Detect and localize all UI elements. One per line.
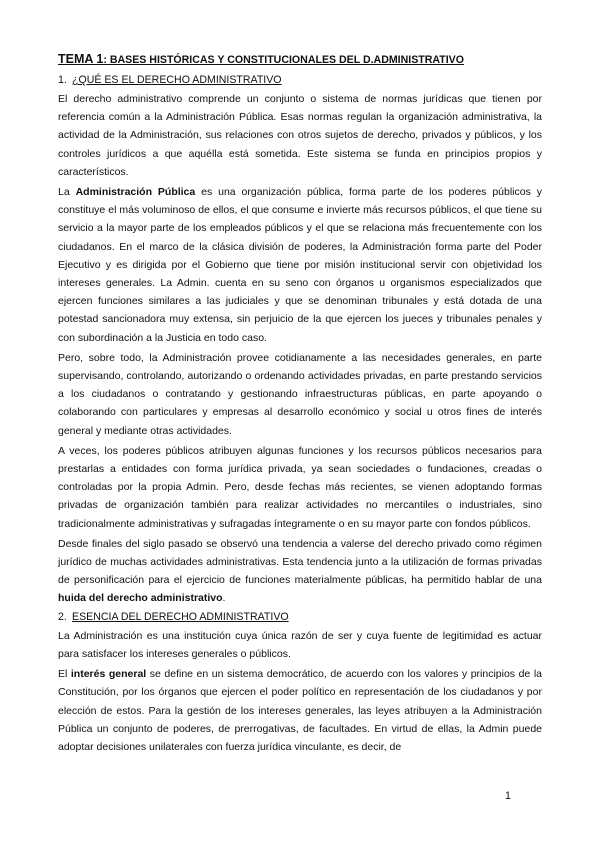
text-run: La Administración es una institución cuya única razón de ser y cuya fuente de legitimidad es actuar para satisfacer los intereses generales o públicos. <box>58 629 542 660</box>
section-title: ¿QUÉ ES EL DERECHO ADMINISTRATIVO <box>72 74 282 86</box>
title-tema: TEMA 1 <box>58 52 104 66</box>
section-paragraphs <box>58 627 542 756</box>
section-2 <box>58 610 542 756</box>
text-run: El <box>58 668 71 681</box>
text-run: Pero, sobre todo, la Administración provee cotidianamente a las necesidades generales, en parte supervisando, controlando, autorizando o ordenando actividades privadas, en parte prestando servicios a los ciudadanos o contratando y gestionando infraestructuras públicas, en parte apoyando o colaborando con particulares y empresas al desarrollo económico y social u otros fines de interés general y mediante otras actividades. <box>58 351 542 437</box>
text-run: Desde finales del siglo pasado se observó una tendencia a valerse del derecho privado como régimen jurídico de muchas actividades administrativas. Esta tendencia junto a la utilización de formas privadas de personificación para el ejercicio de funciones materialmente públicas, ha permitido hablar de una <box>58 537 542 587</box>
text-run: es una organización pública, forma parte de los poderes públicos y constituye el más voluminoso de ellos, el que consume e invierte más recursos públicos, el que tiene su servicio a la mayor parte de los empleados públicos y el que se relaciona más frecuentemente con los ciudadanos. En el marco de la clásica división de poderes, la Administración forma parte del Poder Ejecutivo y es dirigida por el Gobierno que tiene por misión institucional servir con objetividad los intereses generales. La Admin. cuenta en su seno con órganos u organismos especializados que ejercen funciones similares a las judiciales y que se denominan tribunales y está dotada de una potestad sancionadora muy extensa, sin perjuicio de la que ejercen los jueces y tribunales penales y con subordinación a la Justicia en todo caso. <box>58 186 542 344</box>
bold-term: interés general <box>70 668 147 681</box>
text-run: A veces, los poderes públicos atribuyen algunas funciones y los recursos públicos necesarios para prestarlas a entidades con forma jurídica privada, ya sean sociedades o fundaciones, creadas o controladas por la propia Admin. Pero, desde fechas más recientes, se vienen adoptando formas privadas de organización también para realizar actividades no mercantiles o industriales, sino tradicionalmente administrativas y sufragadas íntegramente o en su mayor parte con fondos públicos. <box>58 444 542 530</box>
paragraph <box>58 535 542 608</box>
section-number: 2. <box>58 610 67 623</box>
text-run: . <box>222 592 226 605</box>
text-run: El derecho administrativo comprende un conjunto o sistema de normas jurídicas que tienen por referencia común a la Administración Pública. Esas normas regulan la organización administrativa, la actividad de la Administración, sus relaciones con otros sujetos de derecho, privados y públicos, y los controles jurídicos a que aquélla está sometida. Este sistema se funda en principios propios y característicos. <box>58 93 542 178</box>
page-number: 1 <box>505 790 511 802</box>
text-run: La <box>58 186 76 199</box>
paragraph <box>58 627 542 663</box>
section-number: 1. <box>58 74 67 86</box>
section-heading <box>58 73 542 87</box>
section-heading <box>58 610 542 624</box>
section-title: ESENCIA DEL DERECHO ADMINISTRATIVO <box>72 610 289 623</box>
paragraph <box>58 183 542 347</box>
paragraph <box>58 442 542 533</box>
title-rest: : BASES HISTÓRICAS Y CONSTITUCIONALES DEL D.ADMINISTRATIVO <box>103 54 464 66</box>
document-title <box>58 52 542 67</box>
document-content <box>58 52 542 758</box>
paragraph <box>58 349 542 440</box>
bold-term: Administración Pública <box>75 186 196 199</box>
paragraph <box>58 665 542 756</box>
paragraph <box>58 90 542 181</box>
text-run: se define en un sistema democrático, de acuerdo con los valores y principios de la Constitución, por los órganos que ejercen el poder político en representación de los ciudadanos y por elección de estos. Para la gestión de los intereses generales, las leyes atribuyen a la Administración Pública un conjunto de poderes, de prerrogativas, de facultades. En virtud de ellas, la Admin puede adoptar decisiones unilaterales con fuerza jurídica vinculante, es decir, de <box>58 668 542 753</box>
section-1 <box>58 73 542 608</box>
section-paragraphs <box>58 90 542 608</box>
bold-term: huida del derecho administrativo <box>58 592 223 605</box>
